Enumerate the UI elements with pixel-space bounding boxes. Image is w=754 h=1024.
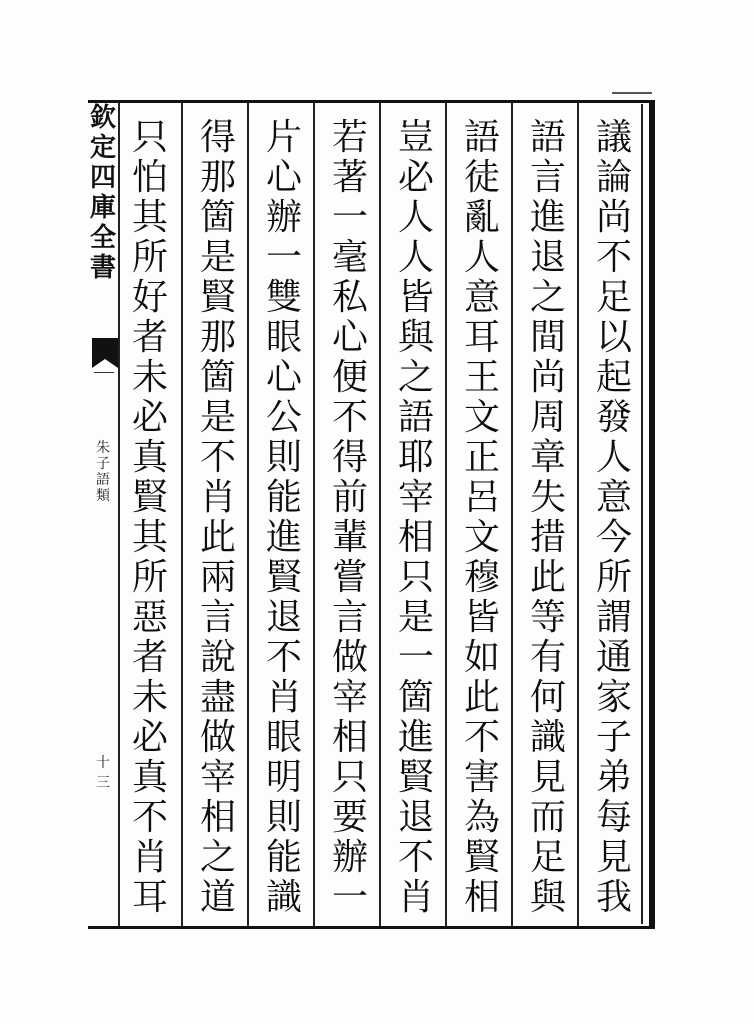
title-character: 庫 — [89, 193, 116, 223]
text-column — [458, 118, 506, 918]
text-character: 前 — [331, 477, 368, 518]
text-character: 起 — [595, 357, 632, 398]
text-character: 不 — [397, 837, 434, 878]
text-character: 者 — [131, 637, 168, 678]
text-character: 嘗 — [331, 557, 368, 598]
text-character: 相 — [463, 877, 500, 918]
text-column — [260, 118, 308, 918]
corner-mark — [612, 92, 652, 94]
column-rule — [313, 103, 315, 926]
text-character: 有 — [529, 637, 566, 678]
text-character: 正 — [463, 437, 500, 478]
text-character: 私 — [331, 277, 368, 318]
text-character: 肖 — [265, 677, 302, 718]
text-character: 足 — [595, 277, 632, 318]
text-character: 只 — [397, 557, 434, 598]
text-character: 此 — [529, 557, 566, 598]
text-character: 其 — [131, 197, 168, 238]
text-character: 此 — [199, 517, 236, 558]
text-character: 必 — [131, 717, 168, 758]
text-character: 害 — [463, 757, 500, 798]
text-character: 等 — [529, 597, 566, 638]
text-character: 則 — [265, 797, 302, 838]
text-character: 說 — [199, 637, 236, 678]
text-character: 我 — [595, 877, 632, 918]
text-character: 識 — [265, 877, 302, 918]
text-character: 一 — [265, 237, 302, 278]
text-character: 明 — [265, 757, 302, 798]
text-character: 只 — [131, 117, 168, 158]
text-character: 兩 — [199, 557, 236, 598]
text-character: 見 — [595, 837, 632, 878]
text-character: 文 — [463, 397, 500, 438]
text-character: 那 — [199, 317, 236, 358]
text-character: 意 — [595, 477, 632, 518]
text-column — [524, 118, 572, 918]
text-character: 其 — [131, 517, 168, 558]
text-character: 真 — [131, 757, 168, 798]
text-character: 相 — [331, 717, 368, 758]
text-character: 之 — [529, 277, 566, 318]
text-character: 不 — [331, 397, 368, 438]
text-character: 箇 — [199, 197, 236, 238]
text-column — [590, 118, 638, 918]
column-rule — [445, 103, 447, 926]
text-character: 皆 — [463, 597, 500, 638]
text-character: 那 — [199, 157, 236, 198]
text-character: 眼 — [265, 317, 302, 358]
text-character: 箇 — [397, 677, 434, 718]
text-character: 家 — [595, 677, 632, 718]
text-character: 失 — [529, 477, 566, 518]
text-character: 做 — [331, 637, 368, 678]
text-character: 辦 — [265, 197, 302, 238]
text-character: 而 — [529, 797, 566, 838]
text-character: 識 — [529, 717, 566, 758]
text-character: 好 — [131, 277, 168, 318]
column-rule — [511, 103, 513, 926]
text-character: 必 — [397, 157, 434, 198]
text-character: 為 — [463, 797, 500, 838]
text-character: 必 — [131, 397, 168, 438]
text-column — [392, 118, 440, 918]
text-character: 所 — [131, 237, 168, 278]
text-character: 措 — [529, 517, 566, 558]
text-character: 宰 — [199, 757, 236, 798]
text-character: 相 — [397, 517, 434, 558]
text-character: 論 — [595, 157, 632, 198]
text-character: 不 — [265, 637, 302, 678]
text-character: 語 — [463, 117, 500, 158]
text-character: 一 — [331, 877, 368, 918]
text-character: 肖 — [131, 837, 168, 878]
text-character: 議 — [595, 117, 632, 158]
text-character: 辦 — [331, 837, 368, 878]
frame-bottom-border — [88, 926, 654, 929]
text-character: 眼 — [265, 717, 302, 758]
text-character: 箇 — [199, 357, 236, 398]
text-character: 則 — [265, 437, 302, 478]
text-character: 文 — [463, 517, 500, 558]
text-character: 皆 — [397, 277, 434, 318]
text-character: 語 — [529, 117, 566, 158]
text-character: 穆 — [463, 557, 500, 598]
text-character: 便 — [331, 357, 368, 398]
text-character: 宰 — [331, 677, 368, 718]
text-character: 王 — [463, 357, 500, 398]
text-character: 賢 — [199, 277, 236, 318]
text-character: 得 — [331, 437, 368, 478]
text-character: 惡 — [131, 597, 168, 638]
text-character: 通 — [595, 637, 632, 678]
book-name — [90, 440, 116, 504]
text-character: 退 — [397, 797, 434, 838]
text-character: 賢 — [463, 837, 500, 878]
column-rule — [247, 103, 249, 926]
text-character: 所 — [131, 557, 168, 598]
text-character: 所 — [595, 557, 632, 598]
text-character: 心 — [265, 157, 302, 198]
text-character: 一 — [397, 637, 434, 678]
book-name-character: 語 — [96, 472, 110, 488]
column-rule — [118, 103, 120, 926]
text-character: 尚 — [529, 357, 566, 398]
text-character: 是 — [199, 397, 236, 438]
frame-top-border — [88, 100, 654, 103]
text-character: 宰 — [397, 477, 434, 518]
text-column — [126, 118, 174, 918]
text-character: 耳 — [131, 877, 168, 918]
text-character: 要 — [331, 797, 368, 838]
text-column — [194, 118, 242, 918]
text-character: 片 — [265, 117, 302, 158]
text-character: 謂 — [595, 597, 632, 638]
text-character: 賢 — [397, 757, 434, 798]
text-character: 弟 — [595, 757, 632, 798]
title-character: 定 — [89, 133, 116, 163]
title-character: 書 — [89, 253, 116, 283]
text-character: 不 — [595, 237, 632, 278]
text-character: 是 — [199, 237, 236, 278]
text-character: 進 — [529, 197, 566, 238]
text-character: 退 — [529, 237, 566, 278]
text-character: 言 — [199, 597, 236, 638]
text-character: 言 — [331, 597, 368, 638]
text-character: 肖 — [397, 877, 434, 918]
text-character: 若 — [331, 117, 368, 158]
text-character: 不 — [463, 717, 500, 758]
text-character: 盡 — [199, 677, 236, 718]
text-character: 怕 — [131, 157, 168, 198]
text-character: 不 — [199, 437, 236, 478]
text-character: 輩 — [331, 517, 368, 558]
text-character: 意 — [463, 277, 500, 318]
text-character: 道 — [199, 877, 236, 918]
text-character: 退 — [265, 597, 302, 638]
text-character: 亂 — [463, 197, 500, 238]
text-character: 間 — [529, 317, 566, 358]
text-character: 之 — [397, 357, 434, 398]
frame-right-border — [649, 100, 655, 929]
text-character: 不 — [131, 797, 168, 838]
text-character: 之 — [199, 837, 236, 878]
text-character: 真 — [131, 437, 168, 478]
text-character: 子 — [595, 717, 632, 758]
text-character: 人 — [463, 237, 500, 278]
text-column — [326, 118, 374, 918]
text-character: 語 — [397, 397, 434, 438]
text-character: 以 — [595, 317, 632, 358]
text-character: 著 — [331, 157, 368, 198]
text-character: 周 — [529, 397, 566, 438]
text-character: 此 — [463, 677, 500, 718]
text-character: 如 — [463, 637, 500, 678]
text-character: 人 — [397, 197, 434, 238]
text-character: 能 — [265, 477, 302, 518]
text-character: 章 — [529, 437, 566, 478]
text-character: 呂 — [463, 477, 500, 518]
text-character: 與 — [529, 877, 566, 918]
text-character: 得 — [199, 117, 236, 158]
page-number: 十三 — [96, 755, 110, 791]
title-character: 欽 — [89, 103, 116, 133]
text-character: 每 — [595, 797, 632, 838]
text-character: 做 — [199, 717, 236, 758]
text-character: 徒 — [463, 157, 500, 198]
column-rule — [577, 103, 579, 926]
text-character: 心 — [265, 357, 302, 398]
text-character: 見 — [529, 757, 566, 798]
column-rule — [181, 103, 183, 926]
text-character: 足 — [529, 837, 566, 878]
title-character: 全 — [89, 223, 116, 253]
text-character: 賢 — [131, 477, 168, 518]
book-name-character: 朱 — [96, 440, 110, 456]
column-rule — [379, 103, 381, 926]
text-character: 相 — [199, 797, 236, 838]
text-character: 人 — [595, 437, 632, 478]
text-character: 進 — [397, 717, 434, 758]
text-character: 進 — [265, 517, 302, 558]
text-character: 一 — [331, 197, 368, 238]
collection-title — [88, 103, 118, 333]
text-character: 只 — [331, 757, 368, 798]
text-character: 何 — [529, 677, 566, 718]
text-character: 者 — [131, 317, 168, 358]
text-character: 耳 — [463, 317, 500, 358]
text-character: 耶 — [397, 437, 434, 478]
text-character: 賢 — [265, 557, 302, 598]
margin-divider — [94, 372, 114, 373]
book-name-character: 類 — [96, 488, 110, 504]
text-character: 未 — [131, 677, 168, 718]
text-character: 肖 — [199, 477, 236, 518]
text-character: 公 — [265, 397, 302, 438]
text-character: 雙 — [265, 277, 302, 318]
text-character: 言 — [529, 157, 566, 198]
text-character: 與 — [397, 317, 434, 358]
text-character: 人 — [397, 237, 434, 278]
text-character: 今 — [595, 517, 632, 558]
book-name-character: 子 — [96, 456, 110, 472]
text-character: 毫 — [331, 237, 368, 278]
frame-right-inner-border — [641, 104, 643, 924]
text-character: 發 — [595, 397, 632, 438]
title-character: 四 — [89, 163, 116, 193]
text-character: 是 — [397, 597, 434, 638]
text-character: 能 — [265, 837, 302, 878]
fish-tail-mark — [92, 338, 118, 368]
text-character: 未 — [131, 357, 168, 398]
text-character: 豈 — [397, 117, 434, 158]
text-character: 心 — [331, 317, 368, 358]
text-character: 尚 — [595, 197, 632, 238]
